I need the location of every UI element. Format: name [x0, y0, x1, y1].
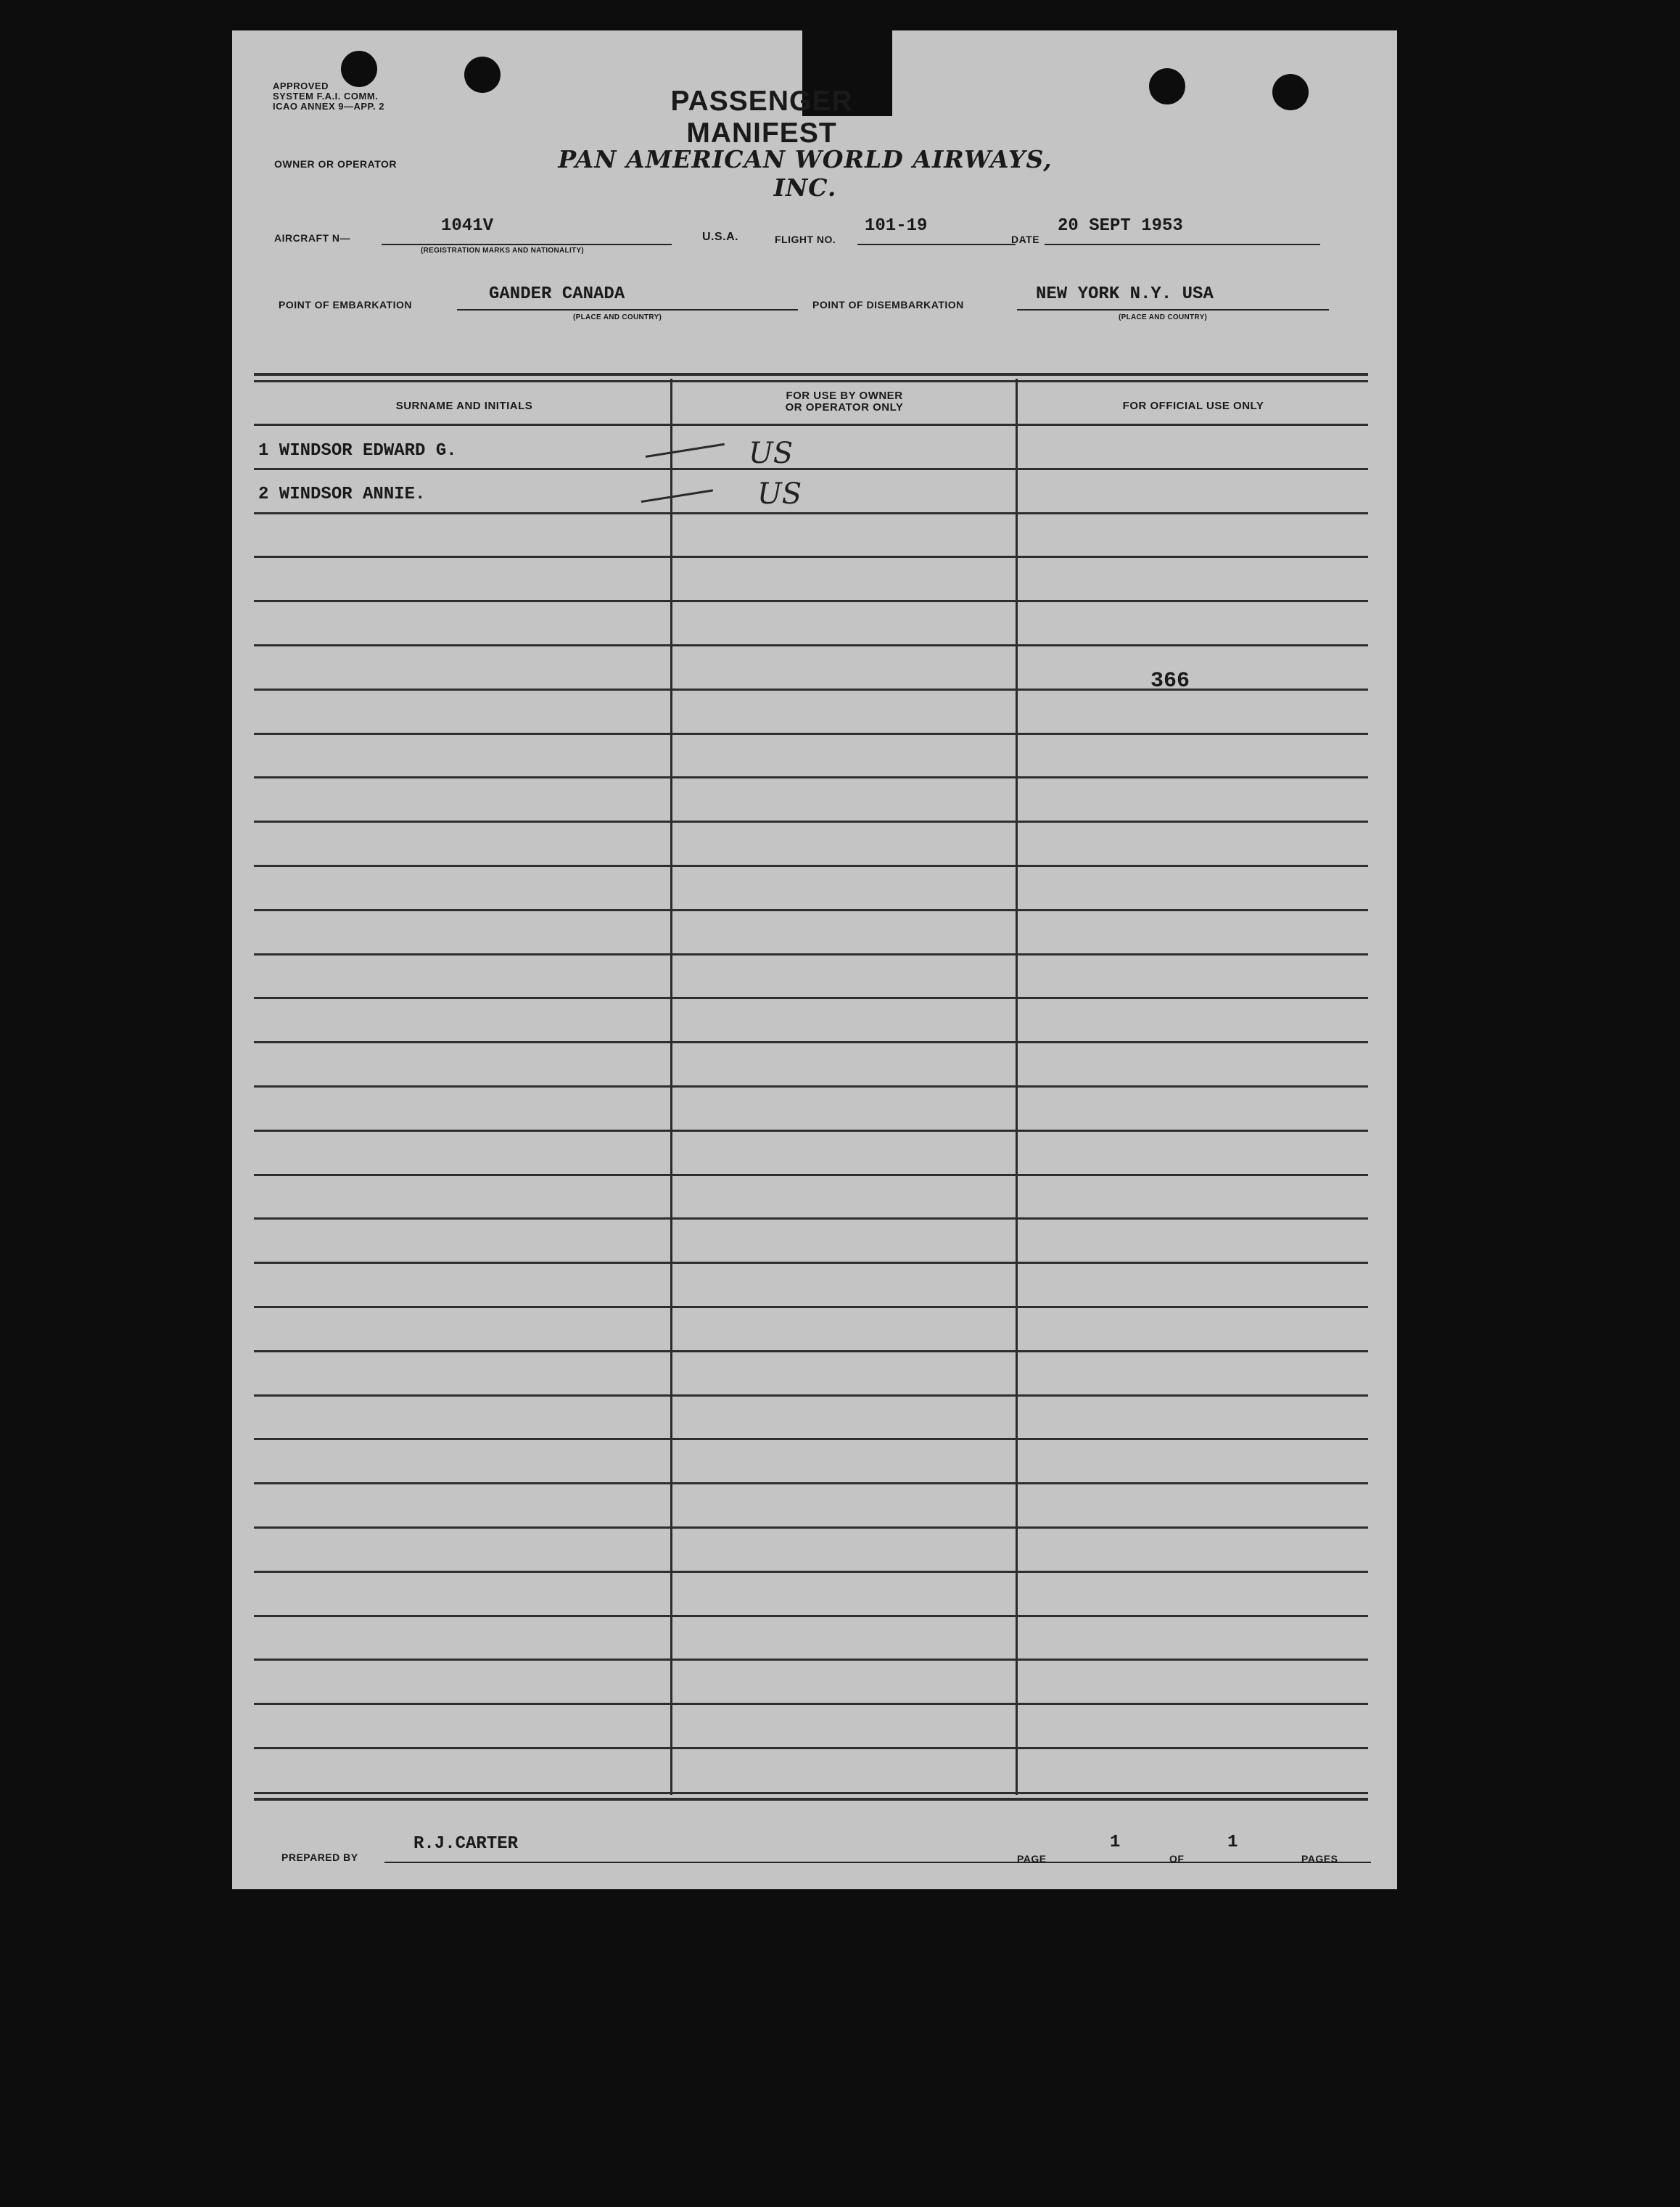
handwritten-note: US [757, 477, 802, 511]
row-rule [254, 1438, 1368, 1440]
row-rule [254, 1703, 1368, 1705]
row-rule [254, 556, 1368, 558]
row-rule [254, 644, 1368, 646]
date-label: DATE [1011, 234, 1040, 245]
row-rule [254, 512, 1368, 514]
table-top-rule [254, 380, 1368, 382]
operator-name: PAN AMERICAN WORLD AIRWAYS, INC. [558, 145, 1053, 202]
row-rule [254, 1085, 1368, 1088]
punch-hole [1149, 68, 1185, 104]
row-rule [254, 468, 1368, 470]
flight-label: FLIGHT NO. [775, 234, 836, 245]
row-rule [254, 997, 1368, 999]
row-rule [254, 600, 1368, 602]
row-rule [254, 1262, 1368, 1264]
of-label: OF [1169, 1853, 1185, 1865]
date-underline [1045, 244, 1320, 245]
manifest-sheet [232, 30, 1397, 1889]
disembarkation-value: NEW YORK N.Y. USA [1036, 284, 1214, 304]
aircraft-label: AIRCRAFT N— [274, 232, 351, 244]
handwritten-stroke [641, 489, 713, 503]
header-surname: SURNAME AND INITIALS [395, 400, 533, 412]
row-rule [254, 1041, 1368, 1043]
date-value: 20 SEPT 1953 [1058, 216, 1183, 236]
pages-label: PAGES [1301, 1853, 1338, 1865]
footer-underline [384, 1862, 1371, 1863]
page-label: PAGE [1017, 1853, 1047, 1865]
row-rule [254, 733, 1368, 735]
punch-hole [464, 57, 501, 93]
row-rule [254, 1394, 1368, 1397]
prepared-label: PREPARED BY [281, 1852, 358, 1863]
row-rule [254, 1482, 1368, 1484]
header-official-use: FOR OFFICIAL USE ONLY [1122, 400, 1264, 412]
page-value: 1 [1110, 1833, 1121, 1852]
embarkation-underline [457, 309, 798, 311]
row-rule [254, 1659, 1368, 1661]
row-rule [254, 909, 1368, 911]
row-rule [254, 689, 1368, 691]
handwritten-stroke [646, 443, 725, 458]
row-rule [254, 776, 1368, 778]
flight-value: 101-19 [865, 216, 928, 236]
row-rule [254, 1571, 1368, 1573]
row-rule [254, 1615, 1368, 1617]
owner-label: OWNER OR OPERATOR [274, 158, 397, 170]
punch-hole [1272, 74, 1309, 110]
row-rule [254, 821, 1368, 823]
official-mark: 366 [1150, 669, 1190, 694]
disembarkation-underline [1017, 309, 1329, 311]
disembarkation-place-note: (PLACE AND COUNTRY) [1119, 313, 1208, 321]
row-rule [254, 953, 1368, 955]
aircraft-value: 1041V [441, 216, 494, 236]
passenger-name: 2 WINDSOR ANNIE. [258, 485, 426, 504]
table-bottom-rule [254, 1792, 1368, 1794]
handwritten-note: US [749, 437, 794, 470]
embarkation-value: GANDER CANADA [489, 284, 625, 304]
embarkation-place-note: (PLACE AND COUNTRY) [573, 313, 662, 321]
registration-note: (REGISTRATION MARKS AND NATIONALITY) [421, 247, 585, 255]
row-rule [254, 1350, 1368, 1352]
passenger-name: 1 WINDSOR EDWARD G. [258, 441, 457, 461]
row-rule [254, 424, 1368, 426]
row-rule [254, 1747, 1368, 1749]
disembarkation-label: POINT OF DISEMBARKATION [812, 299, 964, 311]
form-title: PASSENGER MANIFEST [670, 86, 853, 149]
table-top-rule [254, 373, 1368, 376]
approval-note: APPROVED SYSTEM F.A.I. COMM. ICAO ANNEX 9—APP. 2 [273, 81, 384, 112]
table-bottom-rule [254, 1798, 1368, 1801]
row-rule [254, 1130, 1368, 1132]
row-rule [254, 1174, 1368, 1176]
embarkation-label: POINT OF EMBARKATION [279, 299, 412, 311]
row-rule [254, 1526, 1368, 1529]
header-owner-use: FOR USE BY OWNER OR OPERATOR ONLY [785, 390, 904, 414]
total-pages-value: 1 [1227, 1833, 1238, 1852]
prepared-value: R.J.CARTER [413, 1834, 519, 1854]
usa-label: U.S.A. [702, 231, 739, 243]
row-rule [254, 1306, 1368, 1308]
row-rule [254, 1217, 1368, 1220]
row-rule [254, 865, 1368, 867]
flight-underline [857, 244, 1016, 245]
aircraft-underline [382, 244, 672, 245]
